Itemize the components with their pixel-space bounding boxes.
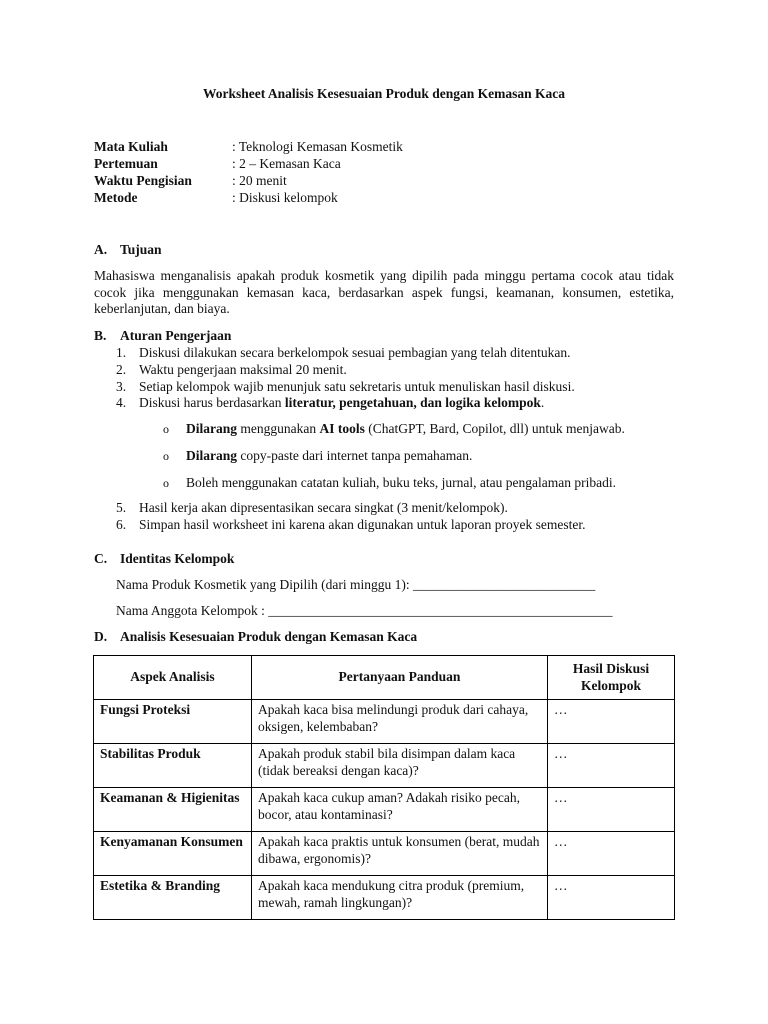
list-text xyxy=(139,395,544,412)
section-letter: B. xyxy=(94,328,107,343)
list-number: 3. xyxy=(116,378,127,394)
section-letter: D. xyxy=(94,629,108,644)
table-row xyxy=(94,744,675,788)
table-row xyxy=(94,788,675,832)
meta-info xyxy=(94,139,403,207)
section-letter: A. xyxy=(94,242,108,257)
list-item xyxy=(163,448,683,475)
aspect-cell: Kenyamanan Konsumen xyxy=(94,832,252,876)
product-name-field[interactable]: Nama Produk Kosmetik yang Dipilih (dari minggu 1): ___________________________ xyxy=(116,577,596,592)
aspect-cell: Stabilitas Produk xyxy=(94,744,252,788)
list-number: 2. xyxy=(116,361,127,377)
list-text: Diskusi dilakukan secara berkelompok sesuai pembagian yang telah ditentukan. xyxy=(139,345,571,360)
list-text-bold: Dilarang xyxy=(186,448,238,463)
list-number: 4. xyxy=(116,395,127,411)
list-item xyxy=(116,362,676,379)
table-row xyxy=(94,832,675,876)
page-title: Worksheet Analisis Kesesuaian Produk dengan Kemasan Kaca xyxy=(202,86,566,101)
table-row xyxy=(94,700,675,744)
rules-list xyxy=(116,345,676,412)
result-cell[interactable]: … xyxy=(548,876,675,920)
bullet-icon: o xyxy=(163,476,169,490)
list-text-mid: copy-paste dari internet tanpa pemahaman. xyxy=(237,448,473,463)
list-text: Setiap kelompok wajib menunjuk satu sekretaris untuk menuliskan hasil diskusi. xyxy=(139,378,575,394)
section-c-heading xyxy=(94,551,234,568)
aspect-cell: Estetika & Branding xyxy=(94,876,252,920)
list-text xyxy=(186,421,625,448)
meta-value: : Diskusi kelompok xyxy=(232,190,338,205)
meta-label: Mata Kuliah xyxy=(94,139,168,154)
meta-label: Metode xyxy=(94,190,138,205)
question-cell: Apakah kaca bisa melindungi produk dari cahaya, oksigen, kelembaban? xyxy=(252,700,548,744)
meta-value: : Teknologi Kemasan Kosmetik xyxy=(232,139,403,154)
column-header-question: Pertanyaan Panduan xyxy=(252,656,548,700)
list-item xyxy=(116,379,676,396)
section-d-heading xyxy=(94,629,417,646)
aspect-cell: Fungsi Proteksi xyxy=(94,700,252,744)
bullet-icon: o xyxy=(163,422,169,436)
result-cell[interactable]: … xyxy=(548,788,675,832)
list-text: Boleh menggunakan catatan kuliah, buku teks, jurnal, atau pengalaman pribadi. xyxy=(186,475,616,490)
section-b-heading xyxy=(94,328,231,345)
result-cell[interactable]: … xyxy=(548,700,675,744)
column-header-aspect: Aspek Analisis xyxy=(94,656,252,700)
list-text-mid: menggunakan xyxy=(237,421,320,436)
list-text: Hasil kerja akan dipresentasikan secara singkat (3 menit/kelompok). xyxy=(139,500,508,515)
question-cell: Apakah kaca cukup aman? Adakah risiko pecah, bocor, atau kontaminasi? xyxy=(252,788,548,832)
list-item xyxy=(116,395,676,412)
list-text-bold: literatur, pengetahuan, dan logika kelompok xyxy=(284,395,541,411)
list-text-post: (ChatGPT, Bard, Copilot, dll) untuk menjawab. xyxy=(364,421,625,436)
question-cell: Apakah produk stabil bila disimpan dalam kaca (tidak bereaksi dengan kaca)? xyxy=(252,744,548,788)
result-cell[interactable]: … xyxy=(548,832,675,876)
section-title: Analisis Kesesuaian Produk dengan Kemasan Kaca xyxy=(120,629,418,644)
section-a-text: Mahasiswa menganalisis apakah produk kosmetik yang dipilih pada minggu pertama cocok atau tidak cocok jika menggunakan kemasan kaca, berdasarkan aspek fungsi, keamanan, konsumen, estetika, keberlanjutan, dan biaya. xyxy=(94,268,674,316)
table-header-row xyxy=(94,656,675,700)
list-text-bold: Dilarang xyxy=(186,421,238,436)
list-item xyxy=(163,421,683,448)
meta-row-meeting xyxy=(94,156,403,173)
list-text: Waktu pengerjaan maksimal 20 menit. xyxy=(139,361,347,377)
column-header-result: Hasil Diskusi Kelompok xyxy=(548,656,675,700)
list-item xyxy=(116,345,676,362)
list-text-bold: AI tools xyxy=(319,421,365,436)
aspect-cell: Keamanan & Higienitas xyxy=(94,788,252,832)
list-text-pre: Diskusi harus berdasarkan xyxy=(139,395,285,411)
question-cell: Apakah kaca praktis untuk konsumen (berat, mudah dibawa, ergonomis)? xyxy=(252,832,548,876)
section-letter: C. xyxy=(94,551,108,566)
list-text xyxy=(186,448,472,475)
section-title: Identitas Kelompok xyxy=(120,551,235,566)
list-number: 1. xyxy=(116,345,127,360)
section-title: Aturan Pengerjaan xyxy=(120,328,232,343)
list-number: 5. xyxy=(116,500,127,515)
meta-row-method xyxy=(94,190,403,207)
question-cell: Apakah kaca mendukung citra produk (premium, mewah, ramah lingkungan)? xyxy=(252,876,548,920)
analysis-table xyxy=(93,655,675,920)
section-title: Tujuan xyxy=(120,242,162,257)
list-text: Simpan hasil worksheet ini karena akan digunakan untuk laporan proyek semester. xyxy=(139,516,586,532)
list-number: 6. xyxy=(116,516,127,532)
meta-row-duration xyxy=(94,173,403,190)
section-a-heading xyxy=(94,242,162,259)
group-members-field[interactable]: Nama Anggota Kelompok : ___________________________________________________ xyxy=(116,603,613,618)
result-cell[interactable]: … xyxy=(548,744,675,788)
meta-label: Pertemuan xyxy=(94,156,158,171)
list-item xyxy=(116,517,676,534)
meta-row-course xyxy=(94,139,403,156)
rules-list-continued xyxy=(116,500,676,534)
list-text-post: . xyxy=(540,395,545,411)
table-row xyxy=(94,876,675,920)
meta-value: : 20 menit xyxy=(232,173,287,188)
meta-value: : 2 – Kemasan Kaca xyxy=(232,156,341,171)
subrules-list xyxy=(163,421,683,502)
list-item xyxy=(116,500,676,517)
list-item xyxy=(163,475,683,502)
bullet-icon: o xyxy=(163,449,169,463)
meta-label: Waktu Pengisian xyxy=(94,173,192,188)
